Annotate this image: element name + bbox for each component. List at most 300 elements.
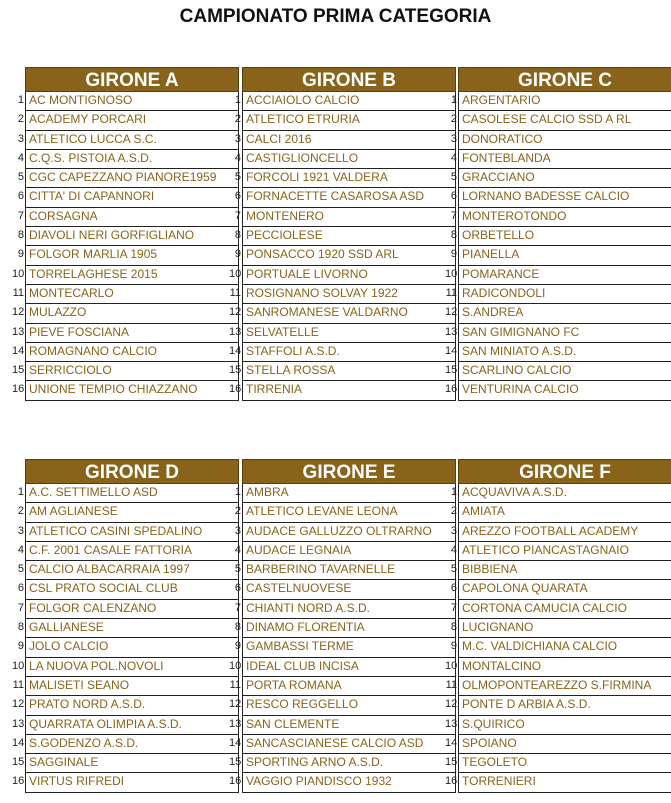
team-number: 3 bbox=[17, 524, 24, 537]
team-name: MONTALCINO bbox=[462, 658, 542, 673]
team-name: POMARANCE bbox=[462, 266, 540, 281]
team-name: PORTA ROMANA bbox=[246, 677, 342, 692]
team-row bbox=[450, 580, 671, 599]
team-number: 15 bbox=[12, 756, 25, 769]
team-number: 3 bbox=[17, 132, 24, 145]
team-row bbox=[234, 169, 456, 188]
team-row bbox=[12, 381, 242, 400]
team-number: 8 bbox=[450, 621, 457, 634]
team-row bbox=[17, 92, 239, 111]
team-row bbox=[445, 677, 671, 696]
team-row bbox=[445, 324, 671, 343]
team-row bbox=[450, 600, 671, 619]
team-name: S.ANDREA bbox=[462, 305, 524, 320]
team-row bbox=[12, 658, 242, 677]
team-name: AM AGLIANESE bbox=[29, 504, 118, 519]
team-name: ATLETICO ETRURIA bbox=[246, 112, 360, 127]
team-row bbox=[17, 561, 239, 580]
team-row bbox=[450, 169, 671, 188]
team-name: FORNACETTE CASAROSA ASD bbox=[246, 189, 425, 204]
team-row bbox=[17, 638, 239, 657]
team-row bbox=[234, 150, 456, 169]
team-row bbox=[234, 503, 456, 522]
team-name: CHIANTI NORD A.S.D. bbox=[246, 600, 371, 615]
team-number: 2 bbox=[450, 505, 457, 518]
team-row bbox=[229, 324, 456, 343]
team-row bbox=[17, 227, 239, 246]
team-name: SAN GIMIGNANO FC bbox=[462, 324, 580, 339]
team-name: AMBRA bbox=[246, 485, 289, 499]
team-row bbox=[445, 658, 671, 677]
team-number: 4 bbox=[450, 543, 457, 556]
team-row bbox=[450, 542, 671, 561]
team-number: 15 bbox=[229, 756, 242, 769]
team-name: VAGGIO PIANDISCO 1932 bbox=[246, 774, 392, 789]
team-number: 4 bbox=[234, 543, 241, 556]
team-name: LUCIGNANO bbox=[462, 620, 534, 635]
team-number: 3 bbox=[450, 132, 457, 145]
team-row bbox=[17, 246, 239, 265]
team-name: SANROMANESE VALDARNO bbox=[246, 305, 408, 320]
team-row bbox=[445, 304, 671, 323]
team-number: 3 bbox=[450, 524, 457, 537]
team-number: 5 bbox=[17, 171, 24, 184]
team-row bbox=[17, 600, 239, 619]
team-number: 8 bbox=[17, 621, 24, 634]
team-number: 14 bbox=[229, 344, 242, 357]
team-number: 6 bbox=[234, 582, 241, 595]
team-number: 11 bbox=[12, 286, 24, 299]
team-name: PORTUALE LIVORNO bbox=[246, 266, 368, 281]
team-row bbox=[12, 285, 239, 304]
team-name: C.Q.S. PISTOIA A.S.D. bbox=[29, 150, 153, 165]
team-name: SPOIANO bbox=[462, 735, 517, 750]
team-name: TEGOLETO bbox=[462, 755, 528, 770]
team-name: PONTE D ARBIA A.S.D. bbox=[462, 697, 591, 712]
team-number: 12 bbox=[229, 306, 242, 319]
team-number: 10 bbox=[445, 267, 458, 280]
team-row bbox=[450, 484, 671, 503]
team-name: GRACCIANO bbox=[462, 170, 535, 185]
team-name: CALCI 2016 bbox=[246, 131, 312, 146]
team-number: 6 bbox=[17, 582, 24, 595]
team-name: ACADEMY PORCARI bbox=[29, 112, 147, 127]
team-row bbox=[12, 362, 242, 381]
team-row bbox=[234, 208, 456, 227]
team-row bbox=[17, 169, 239, 188]
team-number: 12 bbox=[229, 698, 242, 711]
team-number: 6 bbox=[234, 190, 241, 203]
team-name: FOLGOR CALENZANO bbox=[29, 600, 157, 615]
team-name: VIRTUS RIFREDI bbox=[29, 774, 125, 789]
team-name: SAN CLEMENTE bbox=[246, 716, 340, 731]
team-row bbox=[17, 111, 239, 130]
team-number: 9 bbox=[234, 640, 241, 653]
team-row bbox=[450, 188, 671, 207]
team-name: CORSAGNA bbox=[29, 208, 98, 223]
team-name: STELLA ROSSA bbox=[246, 363, 336, 378]
team-row bbox=[12, 696, 242, 715]
team-row bbox=[229, 716, 456, 735]
team-number: 13 bbox=[229, 325, 242, 338]
team-number: 11 bbox=[445, 286, 457, 299]
team-row bbox=[17, 580, 239, 599]
team-row bbox=[450, 523, 671, 542]
team-number: 16 bbox=[12, 383, 25, 396]
team-name: ROSIGNANO SOLVAY 1922 bbox=[246, 285, 398, 300]
team-number: 10 bbox=[445, 659, 458, 672]
team-number: 16 bbox=[445, 383, 458, 396]
group-header: GIRONE A bbox=[25, 67, 239, 92]
team-number: 2 bbox=[234, 113, 241, 126]
team-name: ORBETELLO bbox=[462, 228, 535, 243]
team-number: 7 bbox=[234, 209, 241, 222]
team-number: 13 bbox=[445, 717, 458, 730]
team-name: PIEVE FOSCIANA bbox=[29, 324, 130, 339]
team-number: 10 bbox=[229, 659, 242, 672]
team-name: DIAVOLI NERI GORFIGLIANO bbox=[29, 228, 195, 243]
team-row bbox=[234, 542, 456, 561]
team-row bbox=[229, 362, 456, 381]
team-row bbox=[229, 696, 456, 715]
team-name: SAN MINIATO A.S.D. bbox=[462, 343, 577, 358]
team-number: 11 bbox=[12, 678, 24, 691]
team-number: 16 bbox=[445, 775, 458, 788]
team-row bbox=[445, 716, 671, 735]
team-number: 4 bbox=[17, 543, 24, 556]
team-number: 1 bbox=[234, 94, 241, 106]
team-name: CAPOLONA QUARATA bbox=[462, 581, 588, 596]
team-row bbox=[445, 735, 671, 754]
team-name: QUARRATA OLIMPIA A.S.D. bbox=[29, 716, 182, 731]
team-number: 15 bbox=[12, 364, 25, 377]
team-row bbox=[17, 188, 239, 207]
team-name: AMIATA bbox=[462, 504, 505, 519]
team-name: PRATO NORD A.S.D. bbox=[29, 697, 146, 712]
team-number: 6 bbox=[450, 582, 457, 595]
team-number: 13 bbox=[445, 325, 458, 338]
team-row bbox=[450, 150, 671, 169]
team-name: OLMOPONTEAREZZO S.FIRMINA bbox=[462, 677, 652, 692]
team-name: CASTELNUOVESE bbox=[246, 581, 352, 596]
team-row bbox=[17, 619, 239, 638]
team-name: C.F. 2001 CASALE FATTORIA bbox=[29, 542, 192, 557]
team-number: 11 bbox=[445, 678, 457, 691]
team-number: 15 bbox=[445, 756, 458, 769]
team-number: 8 bbox=[234, 621, 241, 634]
team-number: 9 bbox=[17, 640, 24, 653]
team-number: 5 bbox=[17, 563, 24, 576]
team-number: 11 bbox=[229, 286, 241, 299]
team-number: 4 bbox=[450, 151, 457, 164]
team-row bbox=[450, 92, 671, 111]
team-number: 1 bbox=[450, 486, 457, 498]
team-name: AUDACE LEGNAIA bbox=[246, 542, 352, 557]
team-number: 9 bbox=[450, 248, 457, 261]
group-header: GIRONE B bbox=[242, 67, 456, 92]
team-number: 13 bbox=[229, 717, 242, 730]
team-row bbox=[12, 343, 242, 362]
team-number: 1 bbox=[234, 486, 241, 498]
team-name: ARGENTARIO bbox=[462, 93, 541, 107]
team-name: SAGGINALE bbox=[29, 755, 99, 770]
group-header: GIRONE E bbox=[242, 459, 456, 484]
team-row bbox=[445, 773, 671, 792]
team-row bbox=[450, 208, 671, 227]
team-name: ATLETICO CASINI SPEDALINO bbox=[29, 523, 203, 538]
group-header: GIRONE D bbox=[25, 459, 239, 484]
team-row bbox=[17, 208, 239, 227]
team-name: AUDACE GALLUZZO OLTRARNO bbox=[246, 523, 432, 538]
team-number: 8 bbox=[234, 229, 241, 242]
team-number: 7 bbox=[17, 209, 24, 222]
team-number: 12 bbox=[12, 306, 25, 319]
team-name: MONTENERO bbox=[246, 208, 324, 223]
team-row bbox=[450, 619, 671, 638]
team-name: MALISETI SEANO bbox=[29, 677, 130, 692]
team-name: CASTIGLIONCELLO bbox=[246, 150, 359, 165]
team-name: GAMBASSI TERME bbox=[246, 639, 354, 654]
team-name: ATLETICO LEVANE LEONA bbox=[246, 504, 398, 519]
team-row bbox=[450, 638, 671, 657]
team-name: CSL PRATO SOCIAL CLUB bbox=[29, 581, 178, 596]
team-row bbox=[17, 131, 239, 150]
team-row bbox=[229, 658, 456, 677]
team-row bbox=[229, 343, 456, 362]
team-name: ACQUAVIVA A.S.D. bbox=[462, 485, 567, 499]
team-name: UNIONE TEMPIO CHIAZZANO bbox=[29, 382, 198, 397]
team-number: 13 bbox=[12, 717, 25, 730]
team-row bbox=[229, 266, 456, 285]
team-row bbox=[234, 561, 456, 580]
team-row bbox=[12, 677, 239, 696]
team-row bbox=[234, 227, 456, 246]
team-row bbox=[12, 324, 242, 343]
team-number: 8 bbox=[17, 229, 24, 242]
group-girone-b bbox=[229, 67, 456, 401]
team-row bbox=[17, 542, 239, 561]
team-name: SELVATELLE bbox=[246, 324, 319, 339]
team-number: 1 bbox=[450, 94, 457, 106]
team-number: 14 bbox=[12, 736, 25, 749]
team-name: MULAZZO bbox=[29, 305, 87, 320]
group-girone-a bbox=[12, 67, 242, 401]
team-name: SCARLINO CALCIO bbox=[462, 363, 572, 378]
team-row bbox=[17, 503, 239, 522]
team-row bbox=[445, 343, 671, 362]
team-name: ATLETICO LUCCA S.C. bbox=[29, 131, 157, 146]
team-name: BIBBIENA bbox=[462, 562, 518, 577]
team-number: 16 bbox=[12, 775, 25, 788]
team-name: IDEAL CLUB INCISA bbox=[246, 658, 359, 673]
team-row bbox=[17, 523, 239, 542]
team-number: 4 bbox=[17, 151, 24, 164]
team-name: LORNANO BADESSE CALCIO bbox=[462, 189, 630, 204]
team-number: 2 bbox=[17, 113, 24, 126]
team-row bbox=[445, 381, 671, 400]
team-number: 4 bbox=[234, 151, 241, 164]
team-number: 15 bbox=[445, 364, 458, 377]
team-name: RESCO REGGELLO bbox=[246, 697, 359, 712]
team-number: 14 bbox=[445, 736, 458, 749]
team-name: A.C. SETTIMELLO ASD bbox=[29, 485, 158, 499]
team-row bbox=[450, 503, 671, 522]
team-number: 3 bbox=[234, 132, 241, 145]
team-row bbox=[445, 285, 671, 304]
team-row bbox=[17, 150, 239, 169]
team-number: 16 bbox=[229, 383, 242, 396]
team-number: 12 bbox=[445, 306, 458, 319]
team-number: 13 bbox=[12, 325, 25, 338]
team-number: 1 bbox=[17, 94, 24, 106]
team-number: 12 bbox=[445, 698, 458, 711]
team-number: 10 bbox=[12, 267, 25, 280]
team-name: ROMAGNANO CALCIO bbox=[29, 343, 158, 358]
group-girone-e bbox=[229, 459, 456, 793]
team-name: SANCASCIANESE CALCIO ASD bbox=[246, 735, 424, 750]
team-row bbox=[234, 131, 456, 150]
team-row bbox=[229, 754, 456, 773]
group-girone-f bbox=[445, 459, 671, 793]
team-row bbox=[450, 246, 671, 265]
team-number: 14 bbox=[12, 344, 25, 357]
page-title: CAMPIONATO PRIMA CATEGORIA bbox=[179, 6, 492, 27]
team-row bbox=[234, 600, 456, 619]
team-name: DONORATICO bbox=[462, 131, 543, 146]
team-row bbox=[450, 111, 671, 130]
team-number: 2 bbox=[234, 505, 241, 518]
team-number: 9 bbox=[17, 248, 24, 261]
team-name: STAFFOLI A.S.D. bbox=[246, 343, 340, 358]
team-number: 2 bbox=[17, 505, 24, 518]
team-row bbox=[12, 304, 242, 323]
team-row bbox=[234, 92, 456, 111]
team-number: 9 bbox=[234, 248, 241, 261]
team-row bbox=[17, 484, 239, 503]
team-number: 6 bbox=[450, 190, 457, 203]
team-row bbox=[234, 484, 456, 503]
team-number: 10 bbox=[229, 267, 242, 280]
team-name: CORTONA CAMUCIA CALCIO bbox=[462, 600, 627, 615]
team-number: 5 bbox=[234, 171, 241, 184]
team-name: FOLGOR MARLIA 1905 bbox=[29, 247, 158, 262]
team-name: S.GODENZO A.S.D. bbox=[29, 735, 139, 750]
team-name: CALCIO ALBACARRAIA 1997 bbox=[29, 562, 190, 577]
team-number: 3 bbox=[234, 524, 241, 537]
team-name: MONTEROTONDO bbox=[462, 208, 567, 223]
team-row bbox=[234, 523, 456, 542]
team-row bbox=[12, 266, 242, 285]
team-row bbox=[450, 227, 671, 246]
team-number: 12 bbox=[12, 698, 25, 711]
team-number: 1 bbox=[17, 486, 24, 498]
team-name: S.QUIRICO bbox=[462, 716, 525, 731]
team-name: GALLIANESE bbox=[29, 620, 104, 635]
team-row bbox=[229, 735, 456, 754]
team-name: LA NUOVA POL.NOVOLI bbox=[29, 658, 164, 673]
team-row bbox=[229, 773, 456, 792]
team-number: 5 bbox=[234, 563, 241, 576]
team-row bbox=[450, 131, 671, 150]
group-girone-d bbox=[12, 459, 242, 793]
team-name: FONTEBLANDA bbox=[462, 150, 551, 165]
team-name: VENTURINA CALCIO bbox=[462, 382, 579, 397]
team-row bbox=[445, 362, 671, 381]
team-name: SERRICCIOLO bbox=[29, 363, 112, 378]
team-name: PONSACCO 1920 SSD ARL bbox=[246, 247, 399, 262]
team-row bbox=[229, 677, 456, 696]
team-name: BARBERINO TAVARNELLE bbox=[246, 562, 396, 577]
team-name: CASOLESE CALCIO SSD A RL bbox=[462, 112, 632, 127]
team-name: PECCIOLESE bbox=[246, 228, 323, 243]
team-name: RADICONDOLI bbox=[462, 285, 546, 300]
team-row bbox=[234, 619, 456, 638]
team-number: 14 bbox=[445, 344, 458, 357]
team-number: 2 bbox=[450, 113, 457, 126]
team-number: 15 bbox=[229, 364, 242, 377]
team-name: AREZZO FOOTBALL ACADEMY bbox=[462, 523, 639, 538]
team-row bbox=[12, 716, 242, 735]
team-row bbox=[12, 735, 242, 754]
team-name: SPORTING ARNO A.S.D. bbox=[246, 755, 384, 770]
group-girone-c bbox=[445, 67, 671, 401]
team-name: MONTECARLO bbox=[29, 285, 114, 300]
team-row bbox=[12, 754, 242, 773]
team-name: TORRENIERI bbox=[462, 774, 536, 789]
team-name: ACCIAIOLO CALCIO bbox=[246, 93, 360, 107]
group-header: GIRONE C bbox=[458, 67, 671, 92]
team-number: 10 bbox=[12, 659, 25, 672]
team-name: M.C. VALDICHIANA CALCIO bbox=[462, 639, 618, 654]
team-number: 16 bbox=[229, 775, 242, 788]
team-name: JOLO CALCIO bbox=[29, 639, 109, 654]
team-name: CITTA' DI CAPANNORI bbox=[29, 189, 155, 204]
team-number: 9 bbox=[450, 640, 457, 653]
team-name: PIANELLA bbox=[462, 247, 520, 262]
team-number: 11 bbox=[229, 678, 241, 691]
team-row bbox=[234, 580, 456, 599]
team-number: 8 bbox=[450, 229, 457, 242]
team-row bbox=[234, 188, 456, 207]
team-row bbox=[450, 561, 671, 580]
team-number: 7 bbox=[234, 601, 241, 614]
team-row bbox=[445, 696, 671, 715]
team-name: TORRELAGHESE 2015 bbox=[29, 266, 158, 281]
team-number: 14 bbox=[229, 736, 242, 749]
team-row bbox=[445, 266, 671, 285]
team-name: AC MONTIGNOSO bbox=[29, 93, 133, 107]
group-header: GIRONE F bbox=[458, 459, 671, 484]
team-name: TIRRENIA bbox=[246, 382, 303, 397]
team-name: ATLETICO PIANCASTAGNAIO bbox=[462, 542, 629, 557]
team-row bbox=[12, 773, 242, 792]
team-number: 6 bbox=[17, 190, 24, 203]
team-number: 7 bbox=[450, 209, 457, 222]
team-row bbox=[234, 111, 456, 130]
team-row bbox=[234, 246, 456, 265]
team-number: 5 bbox=[450, 171, 457, 184]
team-number: 7 bbox=[17, 601, 24, 614]
team-row bbox=[234, 638, 456, 657]
team-row bbox=[229, 381, 456, 400]
team-name: FORCOLI 1921 VALDERA bbox=[246, 170, 388, 185]
team-row bbox=[229, 285, 456, 304]
team-number: 5 bbox=[450, 563, 457, 576]
team-row bbox=[229, 304, 456, 323]
team-number: 7 bbox=[450, 601, 457, 614]
team-row bbox=[445, 754, 671, 773]
team-name: CGC CAPEZZANO PIANORE1959 bbox=[29, 170, 217, 185]
